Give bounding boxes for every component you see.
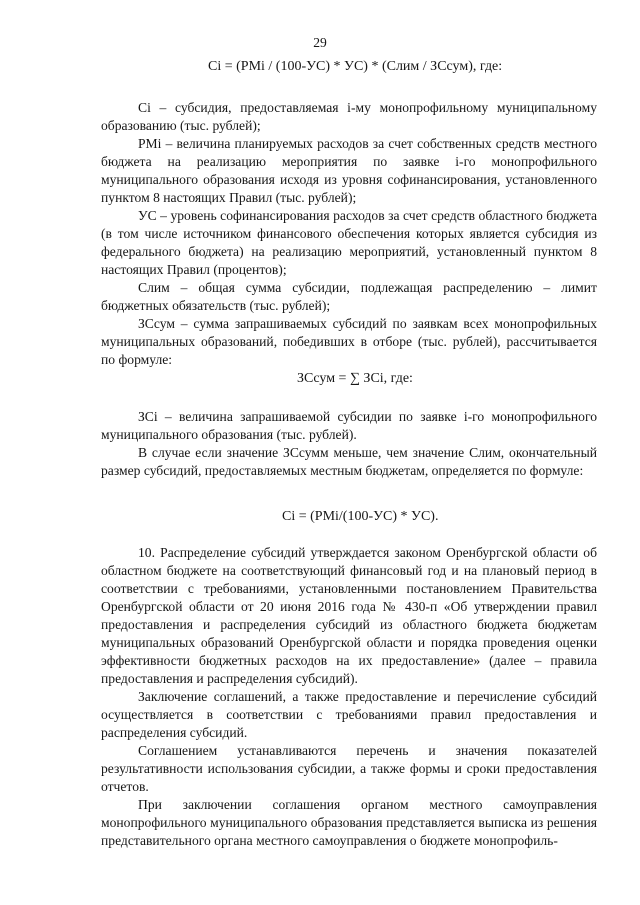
paragraph-extract: При заключении соглашения органом местного самоуправления монопрофильного муниципального образования представляется выписка из решения представительного органа местного самоуправления о бюджете монопрофиль- [101,797,597,848]
section-10-block [101,544,597,850]
definition-zcsum: ЗCсум – сумма запрашиваемых субсидий по заявкам всех монопрофильных муниципальных образований, победивших в отборе (тыс. рублей), рассчитывается по формуле: [101,316,597,367]
paragraph-condition: В случае если значение ЗCсумм меньше, чем значение Слим, окончательный размер субсидий, предоставляемых местным бюджетам, определяется по формуле: [101,445,597,478]
definition-zci: ЗCi – величина запрашиваемой субсидии по заявке i-го монопрофильного муниципального образования (тыс. рублей). [101,409,597,442]
formula-subsidy: Ci = (PMi / (100-УС) * УС) * (Слим / ЗCсум), где: [208,59,503,74]
paragraph-agreements: Заключение соглашений, а также предоставление и перечисление субсидий осуществляется в соответствии с требованиями правил предоставления и распределения субсидий. [101,689,597,740]
definition-us: УС – уровень софинансирования расходов за счет средств областного бюджета (в том числе источником финансового обеспечения которых является субсидия из федерального бюджета) на реализацию мероприятий, установленный пунктом 8 настоящих Правил (процентов); [101,208,597,277]
definitions-block-2 [101,408,597,480]
definitions-block-1 [101,99,597,369]
page-number: 29 [313,35,327,50]
paragraph-indicators: Соглашением устанавливаются перечень и значения показателей результативности использования субсидии, а также формы и сроки предоставления отчетов. [101,743,597,794]
definition-slim: Слим – общая сумма субсидии, подлежащая распределению – лимит бюджетных обязательств (тыс. рублей); [101,280,597,313]
formula-zcsum: ЗCсум = ∑ ЗCi, где: [297,371,413,386]
definition-ci: Ci – субсидия, предоставляемая i-му монопрофильному муниципальному образованию (тыс. рублей); [101,100,597,133]
paragraph-10: 10. Распределение субсидий утверждается законом Оренбургской области об областном бюджете на соответствующий финансовый год и на плановый период в соответствии с требованиями, установленными постановлением Правительства Оренбургской области от 20 июня 2016 года № 430-п «Об утверждении правил предоставления и распределения субсидий из областного бюджета бюджетам муниципальных образований Оренбургской области и порядка проведения оценки эффективности бюджетных расходов на их предоставление» (далее – правила предоставления и распределения субсидий). [101,545,597,686]
formula-final: Ci = (PMi/(100-УС) * УС). [282,509,439,524]
definition-pmi: PMi – величина планируемых расходов за счет собственных средств местного бюджета на реализацию мероприятия по заявке i-го монопрофильного муниципального образования исходя из уровня софинансирования, установленного пунктом 8 настоящих Правил (тыс. рублей); [101,136,597,205]
